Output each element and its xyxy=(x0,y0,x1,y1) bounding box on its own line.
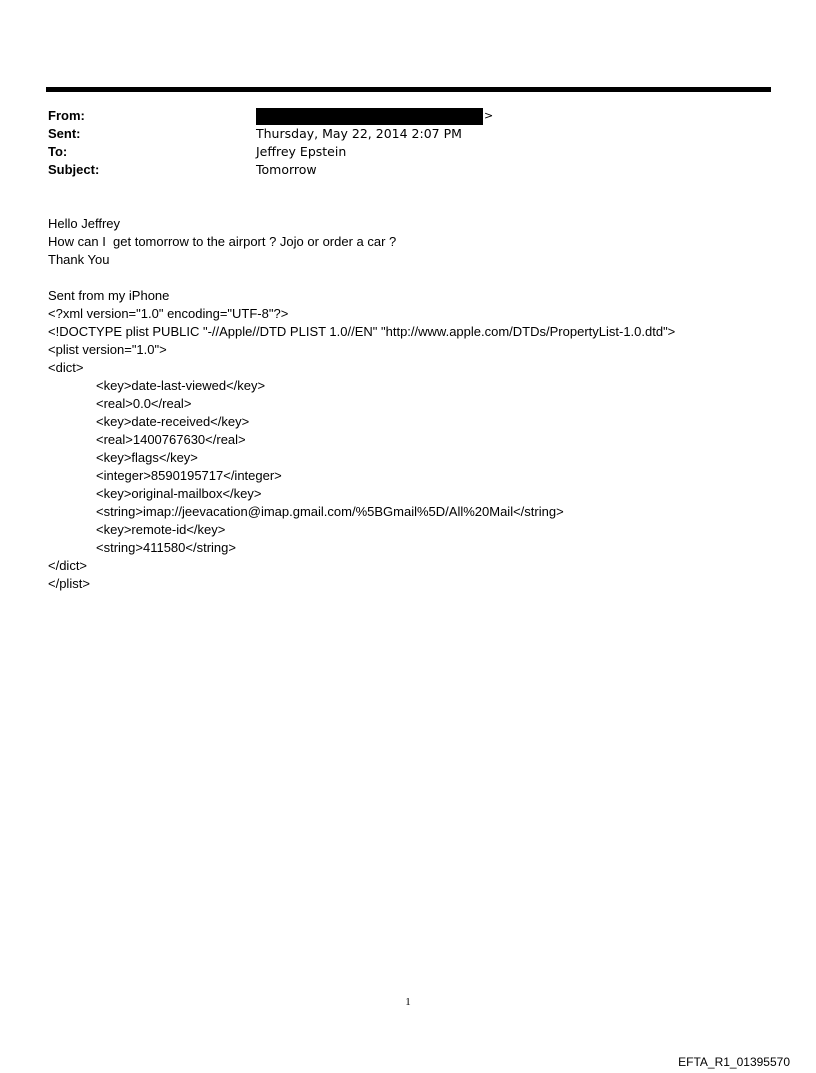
sent-value: Thursday, May 22, 2014 2:07 PM xyxy=(256,126,462,141)
message-line: Thank You xyxy=(48,252,110,267)
doctype-line: <!DOCTYPE plist PUBLIC "-//Apple//DTD PLIST 1.0//EN" "http://www.apple.com/DTDs/PropertyList-1.0.dtd"> xyxy=(48,324,676,339)
plist-close-tag: </plist> xyxy=(48,576,90,591)
email-header xyxy=(48,107,748,179)
from-suffix: > xyxy=(484,109,494,122)
subject-row xyxy=(48,161,748,179)
from-value xyxy=(256,107,493,125)
xml-declaration: <?xml version="1.0" encoding="UTF-8"?> xyxy=(48,306,289,321)
from-row xyxy=(48,107,748,125)
blank-line xyxy=(48,269,675,287)
from-label: From: xyxy=(48,108,85,123)
subject-value: Tomorrow xyxy=(256,162,317,177)
to-value: Jeffrey Epstein xyxy=(256,144,347,159)
plist-entry: <key>date-last-viewed</key> xyxy=(96,378,266,393)
plist-entry: <string>imap://jeevacation@imap.gmail.com/%5BGmail%5D/All%20Mail</string> xyxy=(96,504,564,519)
plist-entry: <key>flags</key> xyxy=(96,450,198,465)
greeting: Hello Jeffrey xyxy=(48,216,121,231)
plist-entry: <key>remote-id</key> xyxy=(96,522,226,537)
dict-open-tag: <dict> xyxy=(48,360,84,375)
dict-close-tag: </dict> xyxy=(48,558,88,573)
email-body xyxy=(48,215,675,593)
plist-entry: <integer>8590195717</integer> xyxy=(96,468,282,483)
document-id: EFTA_R1_01395570 xyxy=(678,1055,790,1069)
sent-row xyxy=(48,125,748,143)
plist-entry: <key>original-mailbox</key> xyxy=(96,486,262,501)
plist-entry: <real>0.0</real> xyxy=(96,396,192,411)
header-divider xyxy=(46,87,771,92)
to-row xyxy=(48,143,748,161)
redaction-box xyxy=(256,108,483,125)
sent-label: Sent: xyxy=(48,126,81,141)
subject-label: Subject: xyxy=(48,162,100,177)
plist-open-tag: <plist version="1.0"> xyxy=(48,342,167,357)
message-line: How can I get tomorrow to the airport ? Jojo or order a car ? xyxy=(48,234,397,249)
plist-entry: <key>date-received</key> xyxy=(96,414,250,429)
plist-entry: <real>1400767630</real> xyxy=(96,432,246,447)
plist-entry: <string>411580</string> xyxy=(96,540,236,555)
signature: Sent from my iPhone xyxy=(48,288,170,303)
to-label: To: xyxy=(48,144,68,159)
page-number: 1 xyxy=(405,996,411,1008)
